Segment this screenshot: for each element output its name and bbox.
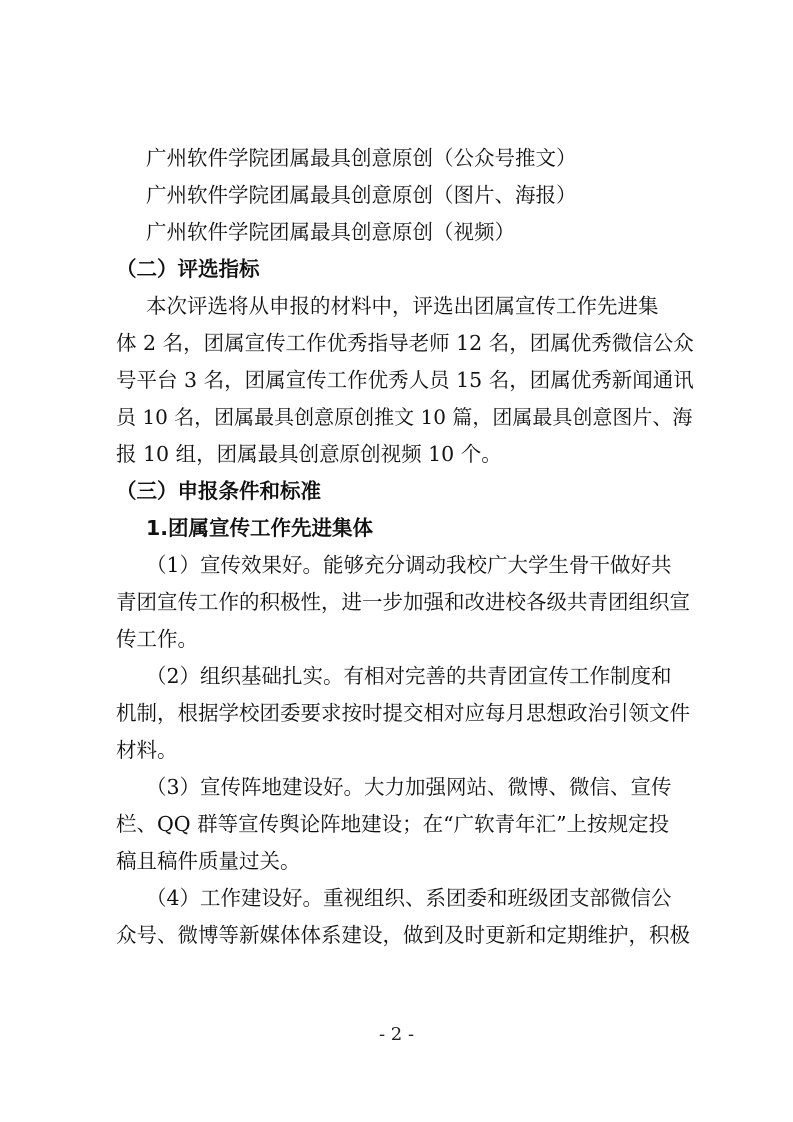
paragraph-line: 报 10 组，团属最具创意原创视频 10 个。 <box>116 442 502 466</box>
award-line: 广州软件学院团属最具创意原创（图片、海报） <box>146 183 577 207</box>
paragraph-line: 众号、微博等新媒体体系建设，做到及时更新和定期维护，积极 <box>116 923 690 947</box>
subsection-heading: 1.团属宣传工作先进集体 <box>146 516 374 540</box>
paragraph-line: （1）宣传效果好。能够充分调动我校广大学生骨干做好共 <box>146 553 672 577</box>
paragraph-line: 栏、QQ 群等宣传舆论阵地建设；在“广软青年汇”上按规定投 <box>116 812 670 836</box>
paragraph-line: 机制，根据学校团委要求按时提交相对应每月思想政治引领文件 <box>116 701 690 725</box>
page-number: - 2 - <box>378 1024 415 1045</box>
paragraph-line: （3）宣传阵地建设好。大力加强网站、微博、微信、宣传 <box>146 775 672 799</box>
paragraph-line: 青团宣传工作的积极性，进一步加强和改进校各级共青团组织宣 <box>116 590 690 614</box>
section-heading: （二）评选指标 <box>116 257 260 281</box>
paragraph-line: 材料。 <box>116 738 178 762</box>
award-line: 广州软件学院团属最具创意原创（公众号推文） <box>146 146 577 170</box>
award-line: 广州软件学院团属最具创意原创（视频） <box>146 220 515 244</box>
paragraph-line: （4）工作建设好。重视组织、系团委和班级团支部微信公 <box>146 886 672 910</box>
paragraph-line: 号平台 3 名，团属宣传工作优秀人员 15 名，团属优秀新闻通讯 <box>116 368 694 392</box>
paragraph-line: 稿且稿件质量过关。 <box>116 849 301 873</box>
paragraph-line: 体 2 名，团属宣传工作优秀指导老师 12 名，团属优秀微信公众 <box>116 331 694 355</box>
paragraph-line: （2）组织基础扎实。有相对完善的共青团宣传工作制度和 <box>146 664 672 688</box>
section-heading: （三）申报条件和标准 <box>116 479 321 503</box>
paragraph-line: 员 10 名，团属最具创意原创推文 10 篇，团属最具创意图片、海 <box>116 405 693 429</box>
paragraph-line: 本次评选将从申报的材料中，评选出团属宣传工作先进集 <box>146 294 659 318</box>
paragraph-line: 传工作。 <box>116 627 198 651</box>
